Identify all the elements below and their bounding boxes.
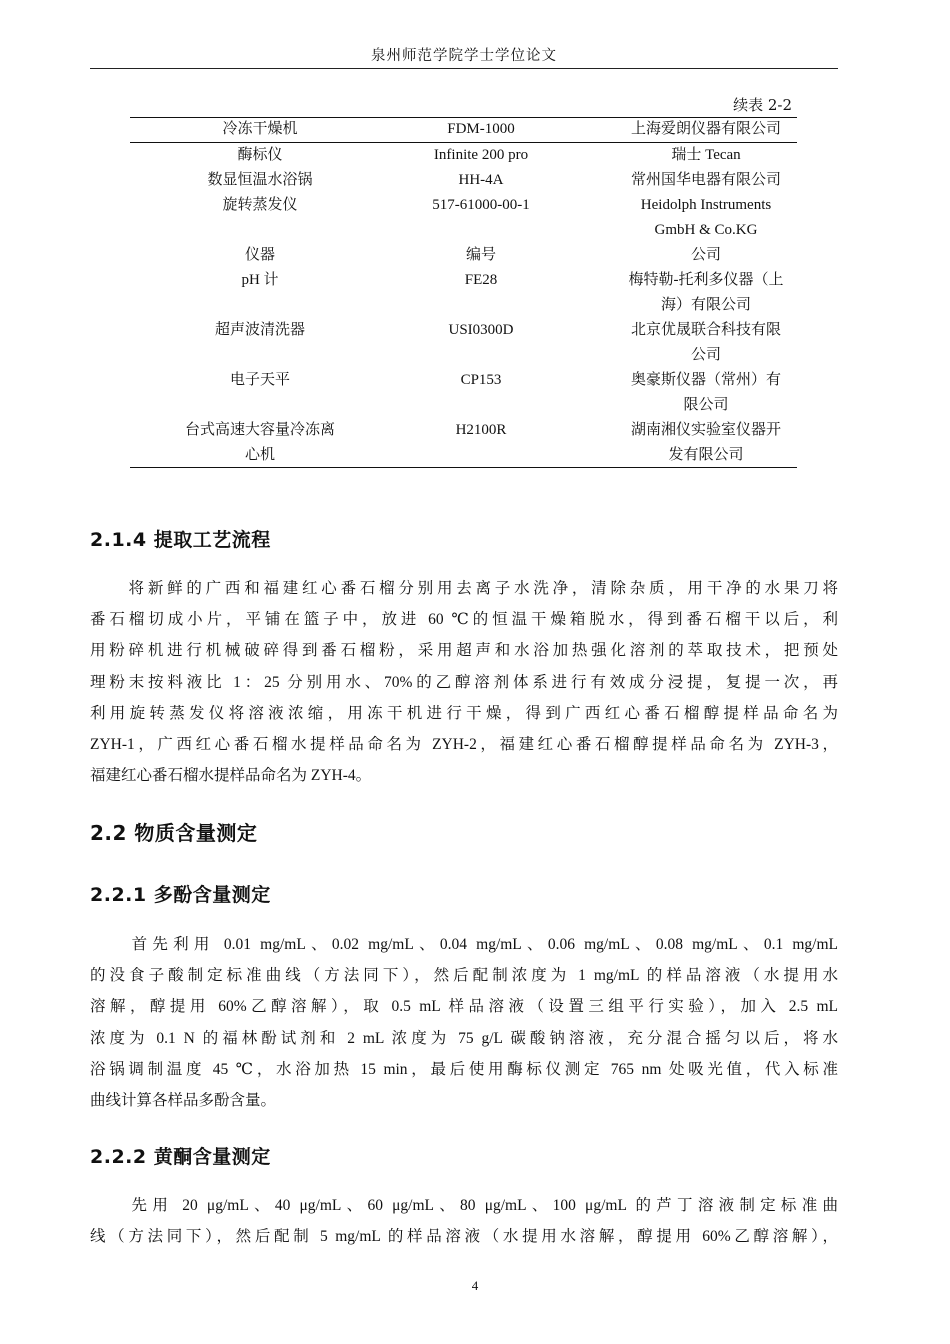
table-cell-c1: [165, 268, 355, 293]
table-cell-line: 酶标仪: [237, 147, 283, 163]
table-cell-line: 517-61000-00-1: [432, 197, 530, 213]
paragraph-line: 番石榴切成小片，平铺在篮子中，放进 60 ℃的恒温干燥箱脱水，得到番石榴干以后，利: [90, 611, 838, 629]
table-cell-line: H2100R: [455, 422, 507, 438]
paragraph-line: 福建红心番石榴水提样品命名为 ZYH-4。: [90, 767, 372, 785]
table-cell-c1: [165, 243, 355, 268]
table-cell-c2: [400, 368, 562, 393]
table-cell-line: 湖南湘仪实验室仪器开: [630, 422, 781, 438]
table-cell-c1: [165, 168, 355, 193]
paragraph-flavonoid: [90, 1190, 838, 1252]
table-cell-line: USI0300D: [448, 322, 514, 338]
section-heading-2-2-2: 2.2.2 黄酮含量测定: [90, 1146, 271, 1168]
paragraph-extraction-process: [90, 573, 838, 791]
table-cell-c3: [608, 368, 804, 418]
table-cell-line: 超声波清洗器: [214, 322, 305, 338]
paragraph-line: 的没食子酸制定标准曲线（方法同下），然后配制浓度为 1 mg/mL 的样品溶液（水提用水: [90, 967, 838, 985]
table-cell-c2: [400, 268, 562, 293]
table-cell-c3: [608, 243, 804, 268]
table-cell-c3: [608, 268, 804, 318]
paragraph-line: 用粉碎机进行机械破碎得到番石榴粉，采用超声和水浴加热强化溶剂的萃取技术，把预处: [90, 642, 838, 660]
table-cell-c2: [400, 143, 562, 168]
paragraph-line: 利用旋转蒸发仪将溶液浓缩，用冻干机进行干燥，得到广西红心番石榴醇提样品命名为: [90, 704, 838, 722]
table-cell-c1: [165, 368, 355, 393]
paragraph-line: 首先利用 0.01 mg/mL、0.02 mg/mL、0.04 mg/mL、0.06 mg/mL、0.08 mg/mL、0.1 mg/mL: [90, 936, 838, 953]
table-cell-c2: [400, 418, 562, 443]
table-cell-line: 发有限公司: [668, 447, 744, 463]
table-cell-line: 公司: [690, 347, 721, 363]
table-cell-c3: [608, 143, 804, 168]
paragraph-line: 溶解，醇提用 60%乙醇溶解），取 0.5 mL 样品溶液（设置三组平行实验），加入 2.5 mL: [90, 998, 838, 1016]
table-cell-c3: [608, 318, 804, 368]
table-cell-line: 心机: [244, 447, 275, 463]
table-cell-c2: [400, 168, 562, 193]
table-cell-c1: [165, 143, 355, 168]
table-cell-line: 北京优晟联合科技有限: [630, 322, 781, 338]
paragraph-line: 曲线计算各样品多酚含量。: [90, 1092, 277, 1110]
table-cell-line: 公司: [690, 247, 721, 263]
paragraph-line: 浴锅调制温度 45 ℃，水浴加热 15 min，最后使用酶标仪测定 765 nm 处吸光值，代入标准: [90, 1060, 838, 1078]
table-cell-line: 电子天平: [229, 372, 290, 388]
paragraph-line: 理粉末按料液比 1：25 分别用水、70%的乙醇溶剂体系进行有效成分浸提，复提一次，再: [90, 673, 838, 691]
table-cell-c3: [608, 168, 804, 193]
table-cell-line: 海）有限公司: [660, 297, 751, 313]
table-cell-line: 瑞士 Tecan: [671, 147, 741, 163]
table-cell-line: 仪器: [244, 247, 275, 263]
table-cell-c1: [165, 117, 355, 142]
table-cell-c1: [165, 193, 355, 218]
table-cell-line: 限公司: [683, 397, 729, 413]
table-cell-line: 数显恒温水浴锅: [207, 172, 313, 188]
page-number: 4: [471, 1278, 479, 1293]
table-cell-line: HH-4A: [458, 172, 504, 188]
table-cell-line: 冷冻干燥机: [222, 121, 298, 137]
paragraph-line: 线（方法同下），然后配制 5 mg/mL 的样品溶液（水提用水溶解，醇提用 60%乙醇溶解），: [90, 1228, 838, 1246]
table-cell-line: FE28: [464, 272, 498, 288]
paragraph-polyphenol: [90, 929, 838, 1116]
table-cell-line: pH 计: [241, 272, 279, 288]
table-cell-c2: [400, 243, 562, 268]
table-cell-c2: [400, 318, 562, 343]
table-cell-c3: [608, 117, 804, 142]
table-cell-c1: [165, 318, 355, 343]
table-cell-c3: [608, 418, 804, 468]
header-rule: [90, 68, 838, 69]
table-cell-line: CP153: [460, 372, 502, 388]
table-cell-line: GmbH & Co.KG: [654, 222, 758, 238]
table-cell-c2: [400, 117, 562, 142]
section-heading-2-2-1: 2.2.1 多酚含量测定: [90, 884, 271, 906]
table-cell-c1: [165, 418, 355, 468]
table-cell-c2: [400, 193, 562, 218]
table-cell-line: 梅特勒-托利多仪器（上: [628, 272, 784, 288]
table-cell-line: 常州国华电器有限公司: [630, 172, 781, 188]
section-heading-2-2: 2.2 物质含量测定: [90, 821, 258, 845]
table-cell-line: Heidolph Instruments: [640, 197, 772, 213]
table-cell-c3: [608, 193, 804, 243]
table-cell-line: 编号: [465, 247, 496, 263]
table-cell-line: 上海爱朗仪器有限公司: [630, 121, 781, 137]
paragraph-line: 浓度为 0.1 N 的福林酚试剂和 2 mL 浓度为 75 g/L 碳酸钠溶液，充分混合摇匀以后，将水: [90, 1029, 838, 1047]
paragraph-line: ZYH-1，广西红心番石榴水提样品命名为 ZYH-2，福建红心番石榴醇提样品命名为 ZYH-3，: [90, 736, 838, 754]
table-cell-line: 奥豪斯仪器（常州）有: [630, 372, 781, 388]
running-header: 泉州师范学院学士学位论文: [371, 48, 557, 64]
table-continued-label: 续表 2-2: [733, 96, 792, 114]
paragraph-line: 先用 20 μg/mL、40 μg/mL、60 μg/mL、80 μg/mL、100 μg/mL 的芦丁溶液制定标准曲: [90, 1197, 838, 1214]
table-cell-line: 旋转蒸发仪: [222, 197, 298, 213]
paragraph-line: 将新鲜的广西和福建红心番石榴分别用去离子水洗净，清除杂质，用干净的水果刀将: [90, 580, 838, 597]
section-heading-2-1-4: 2.1.4 提取工艺流程: [90, 529, 271, 551]
table-cell-line: FDM-1000: [447, 121, 515, 137]
table-cell-line: Infinite 200 pro: [433, 147, 529, 163]
table-cell-line: 台式高速大容量冷冻离: [184, 422, 335, 438]
